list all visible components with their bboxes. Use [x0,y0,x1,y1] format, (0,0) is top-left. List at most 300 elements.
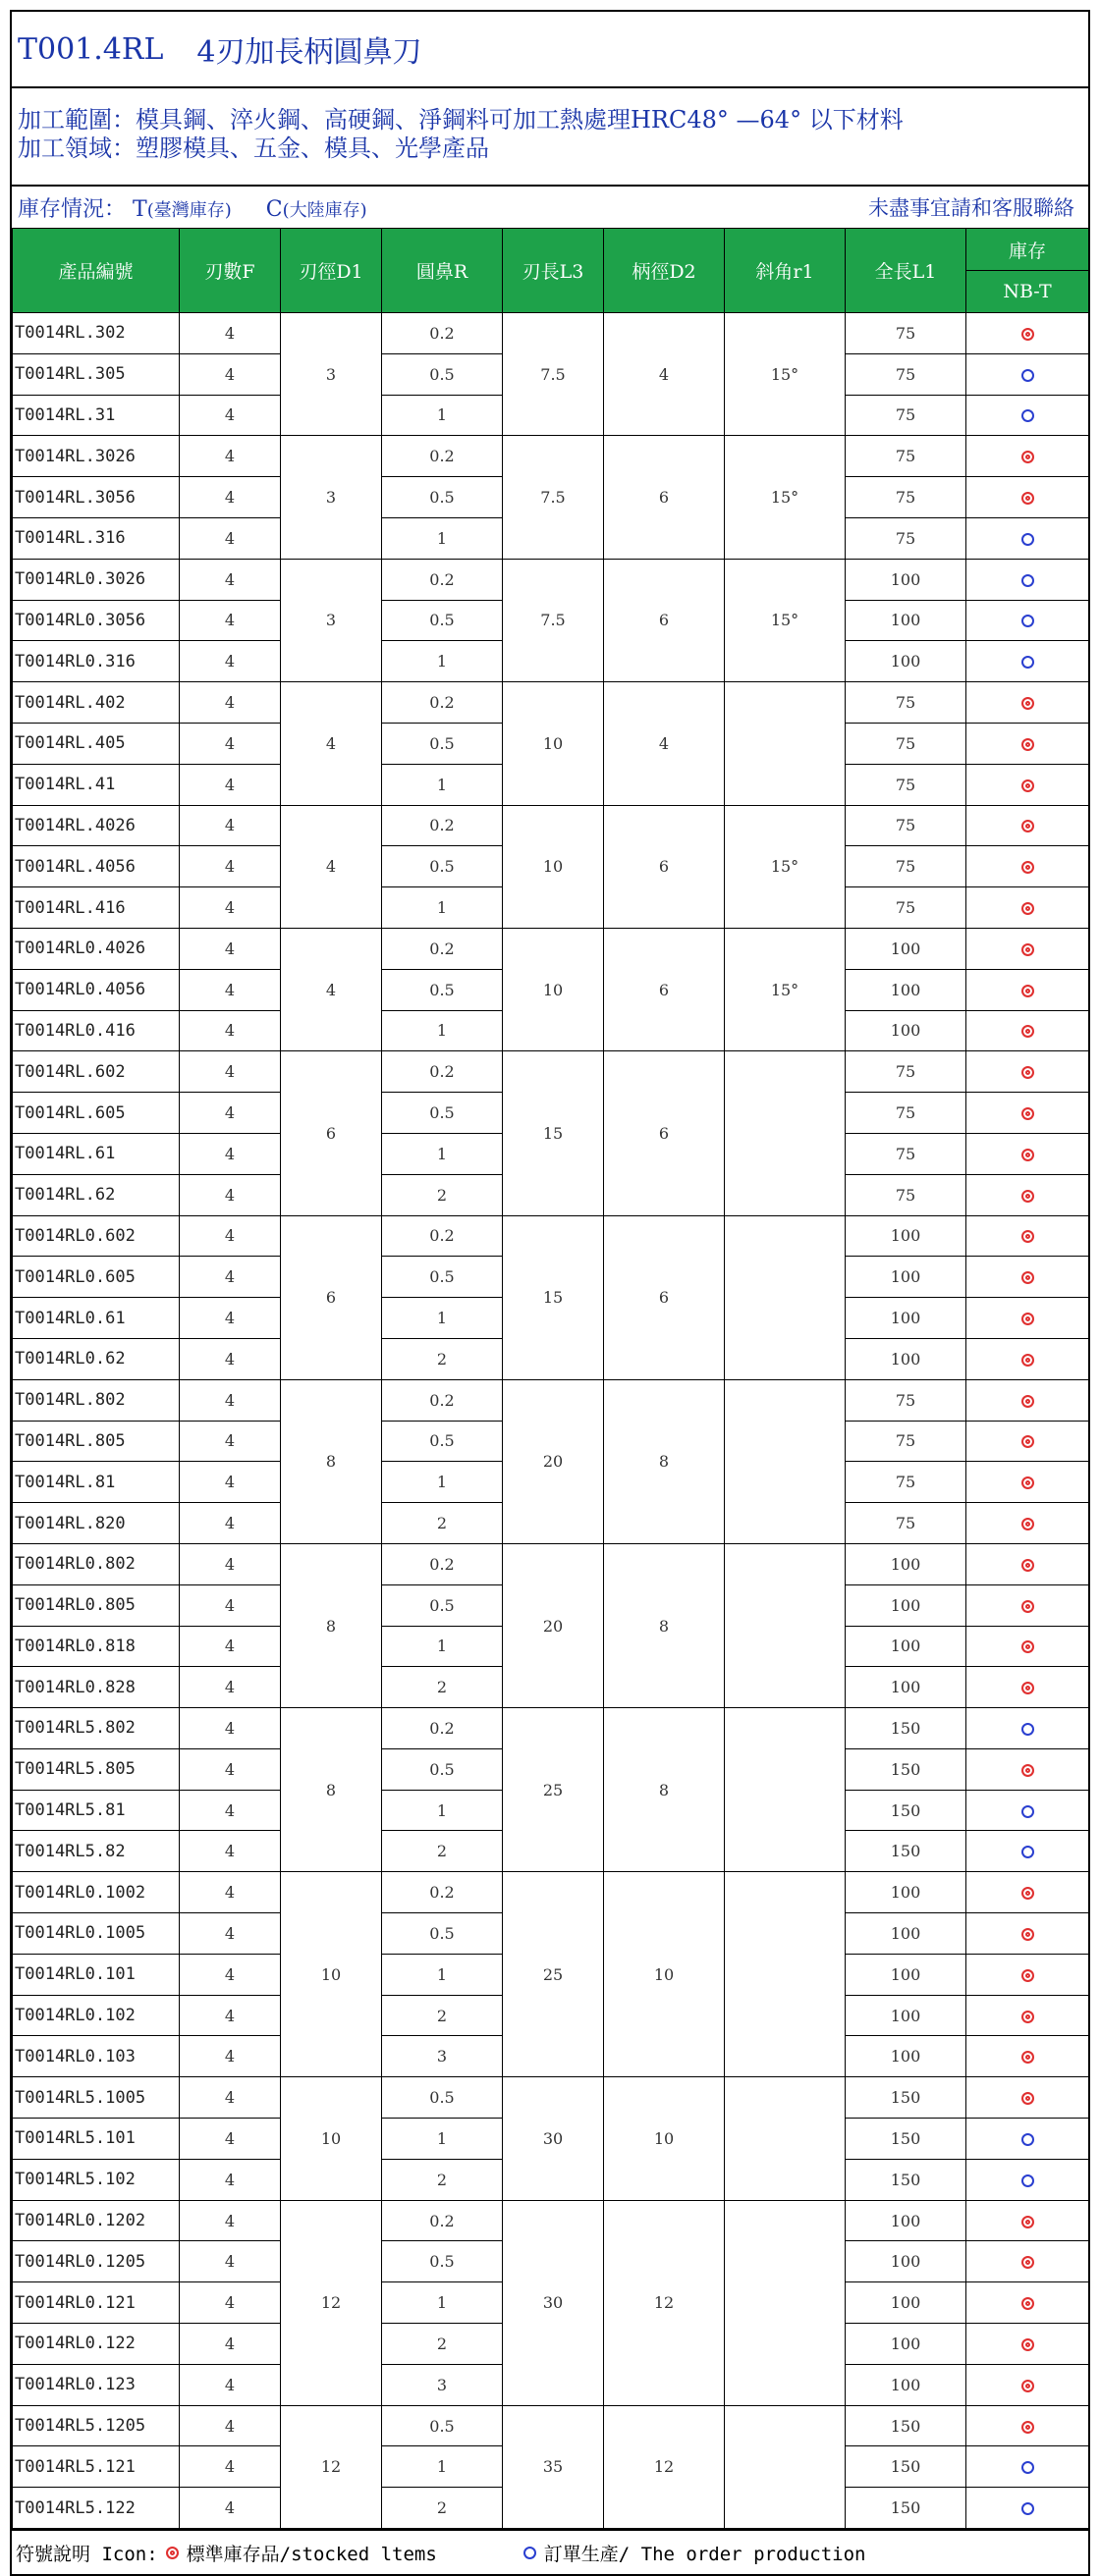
cell-stock [966,1051,1089,1093]
cell-d1: 4 [281,805,382,928]
stocked-icon [1021,2216,1034,2228]
cell-flutes: 4 [180,2241,281,2282]
order-icon [1021,2502,1034,2515]
cell-r: 0.5 [382,1421,503,1462]
cell-flutes: 4 [180,1215,281,1257]
cell-r: 2 [382,1995,503,2036]
cell-l1: 150 [846,2159,966,2200]
cell-stock [966,2324,1089,2365]
stocked-icon [1021,1107,1034,1120]
cell-l1: 150 [846,1708,966,1749]
cell-flutes: 4 [180,353,281,395]
cell-r: 0.5 [382,1584,503,1626]
cell-l1: 100 [846,1543,966,1584]
cell-d1: 6 [281,1051,382,1215]
cell-code: T0014RL.805 [13,1421,180,1462]
cell-stock [966,1626,1089,1667]
cell-l1: 100 [846,1215,966,1257]
cell-stock [966,2241,1089,2282]
cell-l1: 100 [846,2036,966,2077]
cell-l1: 75 [846,805,966,846]
cell-code: T0014RL0.416 [13,1010,180,1051]
cell-code: T0014RL.61 [13,1133,180,1174]
cell-code: T0014RL0.4026 [13,928,180,969]
cell-d2: 10 [604,2077,725,2200]
cell-stock [966,2446,1089,2488]
cell-flutes: 4 [180,436,281,477]
cell-stock [966,559,1089,600]
cell-d1: 12 [281,2405,382,2528]
stocked-icon [1021,1640,1034,1653]
cell-code: T0014RL.302 [13,313,180,354]
cell-stock [966,846,1089,887]
cell-flutes: 4 [180,1954,281,1995]
cell-r: 2 [382,1667,503,1708]
stocked-icon [1021,2011,1034,2023]
cell-r: 0.5 [382,1913,503,1955]
cell-flutes: 4 [180,600,281,641]
cell-r: 1 [382,764,503,805]
stocked-icon [1021,492,1034,505]
cell-r: 0.2 [382,1215,503,1257]
cell-r: 0.5 [382,969,503,1010]
cell-l1: 75 [846,1503,966,1544]
cell-angle [725,1051,846,1215]
cell-l1: 75 [846,887,966,929]
cell-angle: 15° [725,928,846,1050]
cell-r: 0.5 [382,2405,503,2446]
cell-stock [966,395,1089,436]
cell-angle: 15° [725,559,846,681]
stocked-icon [1021,1435,1034,1448]
cell-d1: 4 [281,928,382,1050]
cell-stock [966,313,1089,354]
table-row [13,1379,1089,1421]
cell-flutes: 4 [180,2488,281,2529]
cell-code: T0014RL5.122 [13,2488,180,2529]
cell-r: 0.5 [382,353,503,395]
cell-code: T0014RL5.1205 [13,2405,180,2446]
cell-flutes: 4 [180,2282,281,2324]
cell-flutes: 4 [180,764,281,805]
cell-flutes: 4 [180,559,281,600]
cell-r: 1 [382,2446,503,2488]
cell-stock [966,1913,1089,1955]
cell-r: 0.5 [382,1257,503,1298]
cell-r: 3 [382,2364,503,2405]
cell-code: T0014RL5.102 [13,2159,180,2200]
cell-d1: 4 [281,682,382,805]
cell-angle [725,1379,846,1543]
cell-l1: 75 [846,313,966,354]
cell-stock [966,600,1089,641]
cell-flutes: 4 [180,1831,281,1872]
cell-stock [966,2488,1089,2529]
cell-r: 1 [382,1462,503,1503]
order-icon [523,2547,536,2559]
cell-l1: 150 [846,2119,966,2160]
cell-code: T0014RL0.316 [13,641,180,682]
stock-c: C [265,196,283,222]
cell-flutes: 4 [180,1257,281,1298]
order-icon [1021,1846,1034,1858]
cell-l3: 30 [503,2200,604,2405]
header-angle: 斜角r1 [725,229,846,313]
cell-stock [966,1954,1089,1995]
legend-order-text: 訂單生產/ The order production [543,2543,866,2565]
cell-flutes: 4 [180,2364,281,2405]
cell-r: 3 [382,2036,503,2077]
cell-d2: 6 [604,928,725,1050]
cell-code: T0014RL0.101 [13,1954,180,1995]
cell-l3: 20 [503,1379,604,1543]
stocked-icon [1021,1887,1034,1900]
cell-l1: 75 [846,395,966,436]
cell-angle [725,1708,846,1872]
stocked-icon [1021,2421,1034,2434]
cell-flutes: 4 [180,969,281,1010]
cell-stock [966,2200,1089,2241]
cell-r: 0.5 [382,1093,503,1134]
cell-code: T0014RL.820 [13,1503,180,1544]
table-row [13,805,1089,846]
cell-stock [966,1174,1089,1215]
cell-stock [966,887,1089,929]
cell-stock [966,1298,1089,1339]
cell-r: 0.5 [382,600,503,641]
stocked-icon [1021,943,1034,956]
cell-code: T0014RL0.602 [13,1215,180,1257]
cell-code: T0014RL5.82 [13,1831,180,1872]
order-icon [1021,1723,1034,1736]
cell-l3: 25 [503,1872,604,2077]
cell-code: T0014RL0.102 [13,1995,180,2036]
table-row [13,682,1089,724]
cell-stock [966,1093,1089,1134]
stocked-icon [1021,1395,1034,1408]
cell-l3: 25 [503,1708,604,1872]
cell-d1: 3 [281,559,382,681]
cell-code: T0014RL0.3056 [13,600,180,641]
header-stock: 庫存 [966,229,1089,271]
cell-code: T0014RL.62 [13,1174,180,1215]
cell-code: T0014RL.405 [13,723,180,764]
cell-flutes: 4 [180,2324,281,2365]
cell-r: 0.2 [382,1051,503,1093]
cell-stock [966,2282,1089,2324]
series-name: 4刃加長柄圓鼻刀 [196,35,422,70]
stocked-icon [1021,1025,1034,1038]
cell-l3: 10 [503,682,604,805]
cell-code: T0014RL.3056 [13,477,180,518]
order-icon [1021,369,1034,382]
cell-d1: 8 [281,1379,382,1543]
cell-l1: 100 [846,1667,966,1708]
cell-d2: 8 [604,1708,725,1872]
cell-flutes: 4 [180,313,281,354]
cell-d1: 6 [281,1215,382,1379]
cell-angle: 15° [725,436,846,559]
cell-l1: 150 [846,2446,966,2488]
stock-t: T [133,196,147,222]
cell-l3: 7.5 [503,559,604,681]
cell-l3: 7.5 [503,436,604,559]
cell-flutes: 4 [180,1133,281,1174]
stocked-icon [1021,820,1034,832]
cell-l1: 75 [846,1421,966,1462]
cell-code: T0014RL5.1005 [13,2077,180,2119]
cell-stock [966,1379,1089,1421]
cell-r: 2 [382,2324,503,2365]
cell-r: 0.2 [382,682,503,724]
cell-code: T0014RL0.1202 [13,2200,180,2241]
table-row [13,1543,1089,1584]
cell-stock [966,1584,1089,1626]
cell-flutes: 4 [180,1093,281,1134]
series-code: T001.4RL [18,31,164,67]
cell-flutes: 4 [180,1051,281,1093]
stocked-icon [1021,1271,1034,1284]
cell-stock [966,1995,1089,2036]
cell-stock [966,477,1089,518]
cell-code: T0014RL.4026 [13,805,180,846]
cell-flutes: 4 [180,1790,281,1831]
order-icon [1021,1805,1034,1818]
cell-l1: 100 [846,1995,966,2036]
cell-code: T0014RL0.3026 [13,559,180,600]
machining-range: 加工範圍：模具鋼、淬火鋼、高硬鋼、淨鋼料可加工熱處理HRC48° —64° 以下材料 [18,106,904,134]
stocked-icon [1021,1313,1034,1325]
stocked-icon [1021,861,1034,874]
table-row [13,1215,1089,1257]
order-icon [1021,409,1034,422]
cell-l1: 75 [846,723,966,764]
cell-stock [966,1133,1089,1174]
cell-flutes: 4 [180,723,281,764]
cell-flutes: 4 [180,2159,281,2200]
cell-flutes: 4 [180,887,281,929]
cell-r: 0.2 [382,928,503,969]
cell-flutes: 4 [180,1626,281,1667]
cell-stock [966,2036,1089,2077]
title-bar [12,12,1088,88]
cell-code: T0014RL.305 [13,353,180,395]
cell-flutes: 4 [180,2200,281,2241]
cell-r: 0.2 [382,1379,503,1421]
cell-flutes: 4 [180,2119,281,2160]
cell-l1: 100 [846,1338,966,1379]
cell-flutes: 4 [180,1503,281,1544]
cell-code: T0014RL0.103 [13,2036,180,2077]
cell-code: T0014RL0.123 [13,2364,180,2405]
cell-stock [966,2119,1089,2160]
cell-flutes: 4 [180,2405,281,2446]
cell-stock [966,2405,1089,2446]
cell-r: 1 [382,517,503,559]
cell-l3: 10 [503,928,604,1050]
table-row [13,436,1089,477]
cell-flutes: 4 [180,1667,281,1708]
cell-flutes: 4 [180,805,281,846]
cell-r: 0.2 [382,1543,503,1584]
cell-r: 1 [382,1298,503,1339]
cell-l1: 100 [846,2200,966,2241]
cell-r: 0.2 [382,805,503,846]
cell-l1: 100 [846,2364,966,2405]
cell-l1: 100 [846,641,966,682]
cell-flutes: 4 [180,1421,281,1462]
cell-l3: 15 [503,1051,604,1215]
cell-angle [725,1215,846,1379]
cell-l1: 75 [846,1051,966,1093]
cell-l1: 75 [846,846,966,887]
stock-label: 庫存情況： [18,196,127,222]
cell-d1: 8 [281,1708,382,1872]
cell-r: 0.5 [382,723,503,764]
cell-d2: 6 [604,436,725,559]
cell-l3: 30 [503,2077,604,2200]
cell-flutes: 4 [180,2077,281,2119]
cell-d2: 8 [604,1543,725,1707]
cell-l1: 100 [846,600,966,641]
cell-stock [966,1010,1089,1051]
cell-angle [725,2077,846,2200]
cell-l1: 75 [846,1174,966,1215]
cell-l1: 100 [846,1257,966,1298]
cell-l3: 15 [503,1215,604,1379]
cell-l1: 100 [846,1872,966,1913]
cell-angle [725,682,846,805]
cell-flutes: 4 [180,1298,281,1339]
cell-flutes: 4 [180,1174,281,1215]
stocked-icon [1021,1764,1034,1777]
cell-r: 2 [382,2488,503,2529]
stock-legend [18,192,367,223]
cell-d1: 12 [281,2200,382,2405]
cell-flutes: 4 [180,477,281,518]
cell-l1: 75 [846,353,966,395]
table-row [13,1872,1089,1913]
order-icon [1021,2133,1034,2146]
cell-code: T0014RL5.101 [13,2119,180,2160]
table-row [13,2077,1089,2119]
cell-r: 2 [382,1831,503,1872]
cell-r: 0.5 [382,1748,503,1790]
cell-l1: 75 [846,764,966,805]
stocked-icon [1021,1190,1034,1203]
cell-stock [966,1503,1089,1544]
table-row [13,928,1089,969]
cell-l1: 150 [846,1790,966,1831]
product-rows [13,313,1089,2529]
product-sheet [10,10,1090,2576]
cell-code: T0014RL0.1205 [13,2241,180,2282]
cell-code: T0014RL.802 [13,1379,180,1421]
cell-l1: 75 [846,1379,966,1421]
cell-r: 2 [382,1174,503,1215]
cell-flutes: 4 [180,846,281,887]
cell-l3: 35 [503,2405,604,2528]
cell-l1: 150 [846,2405,966,2446]
header-flutes: 刃數F [180,229,281,313]
machining-field: 加工領域：塑膠模具、五金、模具、光學產品 [18,134,489,162]
order-icon [1021,533,1034,546]
cell-stock [966,1667,1089,1708]
cell-code: T0014RL0.4056 [13,969,180,1010]
cell-code: T0014RL0.62 [13,1338,180,1379]
cell-r: 0.2 [382,436,503,477]
stocked-icon [1021,1559,1034,1572]
cell-stock [966,1872,1089,1913]
order-icon [1021,574,1034,587]
cell-code: T0014RL.31 [13,395,180,436]
cell-angle [725,2200,846,2405]
cell-flutes: 4 [180,1462,281,1503]
header-code: 產品編號 [13,229,180,313]
cell-code: T0014RL.41 [13,764,180,805]
stock-t-desc: (臺灣庫存) [146,199,232,221]
cell-flutes: 4 [180,1543,281,1584]
cell-l1: 100 [846,1584,966,1626]
stocked-icon [1021,1476,1034,1489]
contact-note: 未盡事宜請和客服聯絡 [868,196,1074,220]
cell-l3: 20 [503,1543,604,1707]
cell-code: T0014RL0.121 [13,2282,180,2324]
cell-stock [966,1215,1089,1257]
cell-d1: 10 [281,1872,382,2077]
cell-l1: 100 [846,1010,966,1051]
order-icon [1021,615,1034,627]
cell-stock [966,2364,1089,2405]
cell-flutes: 4 [180,395,281,436]
cell-l1: 75 [846,1462,966,1503]
cell-d2: 6 [604,1215,725,1379]
legend-label: 符號說明 Icon: [16,2543,158,2565]
table-row [13,313,1089,354]
cell-l3: 10 [503,805,604,928]
stocked-icon [1021,738,1034,751]
cell-code: T0014RL0.122 [13,2324,180,2365]
cell-r: 0.2 [382,1708,503,1749]
cell-angle: 15° [725,805,846,928]
cell-code: T0014RL.605 [13,1093,180,1134]
cell-d1: 3 [281,436,382,559]
cell-flutes: 4 [180,682,281,724]
cell-code: T0014RL.402 [13,682,180,724]
stocked-icon [1021,1969,1034,1982]
cell-code: T0014RL0.605 [13,1257,180,1298]
cell-flutes: 4 [180,1010,281,1051]
cell-r: 1 [382,1010,503,1051]
cell-r: 1 [382,1133,503,1174]
stock-c-desc: (大陸庫存) [282,199,367,221]
stocked-icon [1021,902,1034,915]
cell-stock [966,1257,1089,1298]
stocked-icon [1021,1682,1034,1694]
cell-angle [725,1543,846,1707]
stocked-icon [1021,2051,1034,2064]
cell-flutes: 4 [180,928,281,969]
cell-l1: 75 [846,517,966,559]
cell-stock [966,517,1089,559]
cell-l1: 100 [846,559,966,600]
header-d2: 柄徑D2 [604,229,725,313]
order-icon [1021,2461,1034,2474]
cell-stock [966,641,1089,682]
cell-code: T0014RL5.121 [13,2446,180,2488]
stocked-icon [166,2547,179,2559]
cell-stock [966,682,1089,724]
